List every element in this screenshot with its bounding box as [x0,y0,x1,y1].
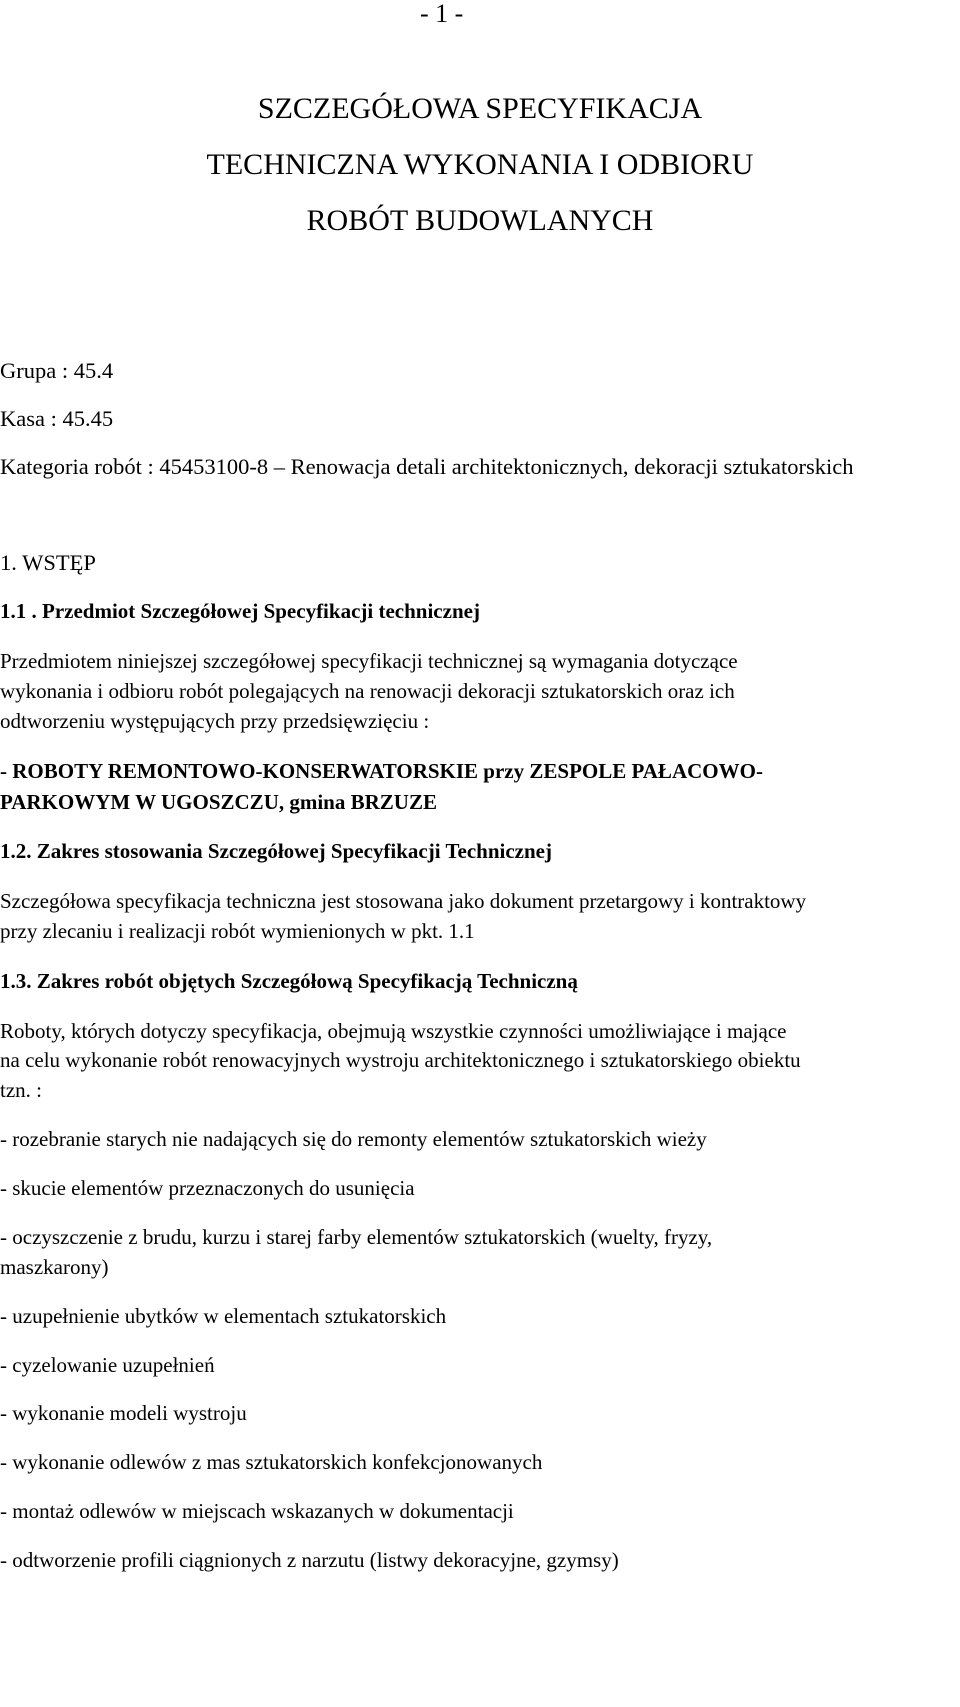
title-line-3: ROBÓT BUDOWLANYCH [306,204,654,237]
scope-list-item: - cyzelowanie uzupełnień [0,1353,215,1377]
scope-list-item: - rozebranie starych nie nadających się do remonty elementów sztukatorskich wieży [0,1127,707,1151]
scope-list-item: - montaż odlewów w miejscach wskazanych w dokumentacji [0,1499,514,1523]
scope-list-item: - uzupełnienie ubytków w elementach sztukatorskich [0,1304,447,1328]
scope-list-item: - wykonanie modeli wystroju [0,1401,247,1425]
scope-list-item: - wykonanie odlewów z mas sztukatorskich konfekcjonowanych [0,1450,543,1474]
meta-kasa: Kasa : 45.45 [0,406,114,431]
title-line-2: TECHNICZNA WYKONANIA I ODBIORU [206,148,754,181]
section-1-1-para-line: odtworzeniu występujących przy przedsięwzięciu : [0,709,430,733]
section-1-2-para-line: przy zlecaniu i realizacji robót wymienionych w pkt. 1.1 [0,919,475,943]
section-1-3-para-line: Roboty, których dotyczy specyfikacja, obejmują wszystkie czynności umożliwiające i mające [0,1019,787,1043]
project-name-line: PARKOWYM W UGOSZCZU, gmina BRZUZE [0,790,437,814]
meta-kategoria: Kategoria robót : 45453100-8 – Renowacja detali architektonicznych, dekoracji sztukatorskich [0,454,854,479]
scope-list-item-continuation: maszkarony) [0,1255,109,1279]
title-line-1: SZCZEGÓŁOWA SPECYFIKACJA [257,92,703,125]
section-1-1-heading: 1.1 . Przedmiot Szczegółowej Specyfikacji technicznej [0,599,480,623]
section-1-1-para-line: Przedmiotem niniejszej szczegółowej specyfikacji technicznej są wymagania dotyczące [0,649,738,673]
section-1-heading: 1. WSTĘP [0,550,96,575]
section-1-1-para-line: wykonania i odbioru robót polegających na renowacji dekoracji sztukatorskich oraz ich [0,679,735,703]
scope-list-item: - odtworzenie profili ciągnionych z narzutu (listwy dekoracyjne, gzymsy) [0,1548,619,1572]
page-number: - 1 - [420,0,464,28]
section-1-3-heading: 1.3. Zakres robót objętych Szczegółową Specyfikacją Techniczną [0,969,578,993]
project-name-line: - ROBOTY REMONTOWO-KONSERWATORSKIE przy ZESPOLE PAŁACOWO- [0,759,763,783]
section-1-2-para-line: Szczegółowa specyfikacja techniczna jest stosowana jako dokument przetargowy i kontraktowy [0,889,807,913]
scope-list-item: - skucie elementów przeznaczonych do usunięcia [0,1176,415,1200]
section-1-2-heading: 1.2. Zakres stosowania Szczegółowej Specyfikacji Technicznej [0,839,552,863]
section-1-3-para-line: tzn. : [0,1078,42,1102]
meta-grupa: Grupa : 45.4 [0,358,114,383]
section-1-3-para-line: na celu wykonanie robót renowacyjnych wystroju architektonicznego i sztukatorskiego obiektu [0,1048,801,1072]
scope-list-item: - oczyszczenie z brudu, kurzu i starej farby elementów sztukatorskich (wuelty, fryzy, [0,1225,713,1249]
